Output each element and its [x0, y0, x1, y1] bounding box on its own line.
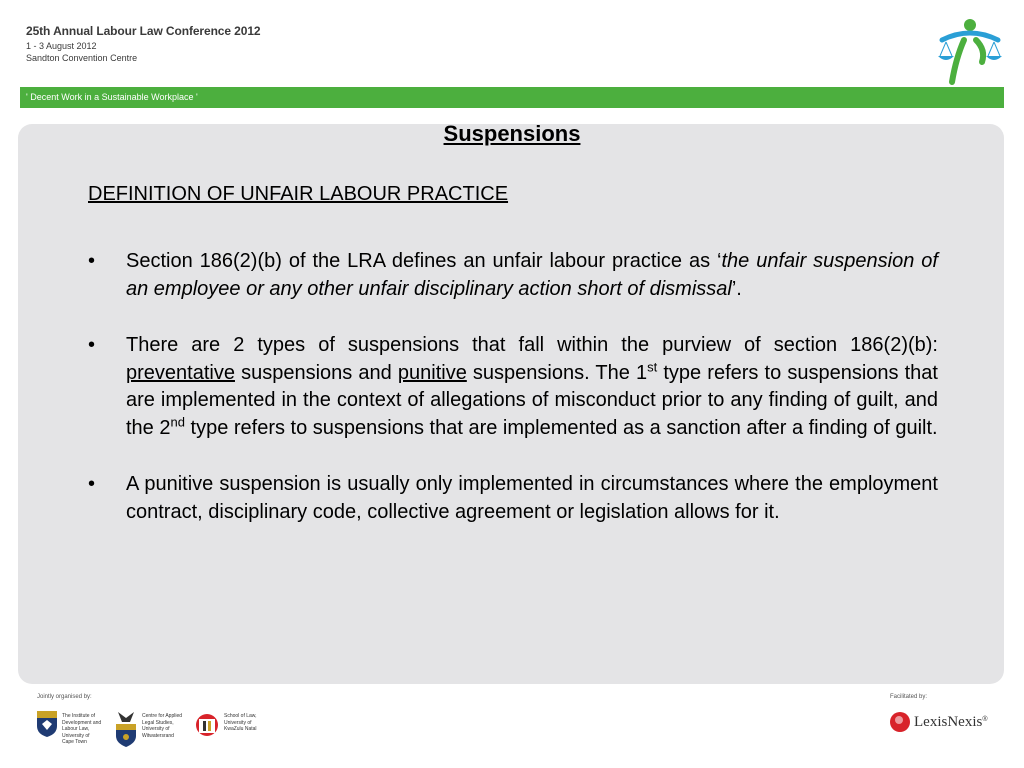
bullet-text-segment: Section 186(2)(b) of the LRA defines an unfair labour practice as ‘	[126, 250, 722, 272]
bullet-text-segment: suspensions and	[234, 361, 398, 384]
wits-crest-icon	[114, 710, 138, 748]
ordinal-suffix: nd	[170, 413, 185, 429]
theme-banner	[20, 87, 1004, 108]
bullet-list	[88, 248, 938, 555]
partner-text-line: The Institute of	[62, 713, 96, 719]
registered-mark: ®	[982, 715, 988, 723]
partner-text-line: University of	[142, 726, 170, 732]
scales-of-justice-logo	[934, 16, 1006, 86]
partner-text-line: School of Law,	[224, 713, 257, 719]
bullet-text-segment: There are 2 types of suspensions that fall within the purview of section 186(2)(b):	[126, 334, 938, 356]
partner-ukzn	[194, 710, 257, 742]
term-preventative: preventative	[126, 361, 235, 384]
term-punitive: punitive	[397, 361, 467, 384]
bullet-text: A punitive suspension is usually only implemented in circumstances where the employment contract, disciplinary code, collective agreement or legislation allows for it.	[126, 473, 938, 523]
partner-text-line: Centre for Applied	[142, 713, 183, 719]
partner-text-line: Witwatersrand	[142, 732, 174, 739]
facilitator-name: LexisNexis	[914, 713, 983, 730]
partner-text-line: University of	[62, 732, 90, 739]
bullet-text-segment: ’.	[731, 277, 742, 300]
ordinal-suffix: st	[647, 358, 658, 374]
bullet-text-segment: suspensions. The 1	[466, 361, 648, 384]
bullet-text-segment: type refers to suspensions that are implemented in the context of allegations of misconduct prior to any finding of guilt, and the 2	[126, 361, 938, 439]
bullet-item	[88, 471, 938, 526]
conference-header	[26, 24, 260, 63]
bullet-item	[88, 248, 938, 303]
conference-title: 25th Annual Labour Law Conference 2012	[26, 24, 261, 38]
conference-date: 1 - 3 August 2012	[26, 41, 97, 51]
ukzn-crest-icon	[194, 710, 220, 742]
uct-crest-icon	[36, 710, 58, 738]
theme-text: ' Decent Work in a Sustainable Workplace '	[26, 92, 198, 102]
lexisnexis-logo	[890, 712, 988, 732]
partner-text-line: Development and	[62, 719, 102, 726]
partner-wits	[114, 710, 182, 748]
partner-uct	[36, 710, 101, 746]
partner-text-line: Cape Town	[62, 739, 87, 745]
organised-by-label: Jointly organised by:	[37, 694, 92, 700]
bullet-marker: •	[88, 473, 96, 495]
bullet-text-segment: type refers to suspensions that are implemented as a sanction after a finding of guilt.	[184, 416, 938, 439]
facilitated-by-label: Facilitated by:	[890, 694, 928, 700]
quoted-definition: the unfair suspension of an employee or any other unfair disciplinary action short of dismissal	[126, 250, 938, 300]
bullet-marker: •	[88, 334, 96, 356]
section-heading: DEFINITION OF UNFAIR LABOUR PRACTICE	[88, 183, 509, 205]
bullet-marker: •	[88, 250, 96, 272]
partner-text-line: Labour Law,	[62, 726, 90, 732]
bullet-text	[126, 332, 938, 442]
partner-text-line: KwaZulu Natal	[224, 726, 257, 732]
conference-venue: Sandton Convention Centre	[26, 53, 138, 63]
bullet-item	[88, 332, 938, 442]
bullet-text	[126, 248, 938, 303]
lexisnexis-mark-icon	[890, 712, 910, 732]
partner-text-line: Legal Studies,	[142, 719, 174, 726]
partner-text-line: University of	[224, 719, 252, 726]
slide-title: Suspensions	[443, 121, 581, 146]
